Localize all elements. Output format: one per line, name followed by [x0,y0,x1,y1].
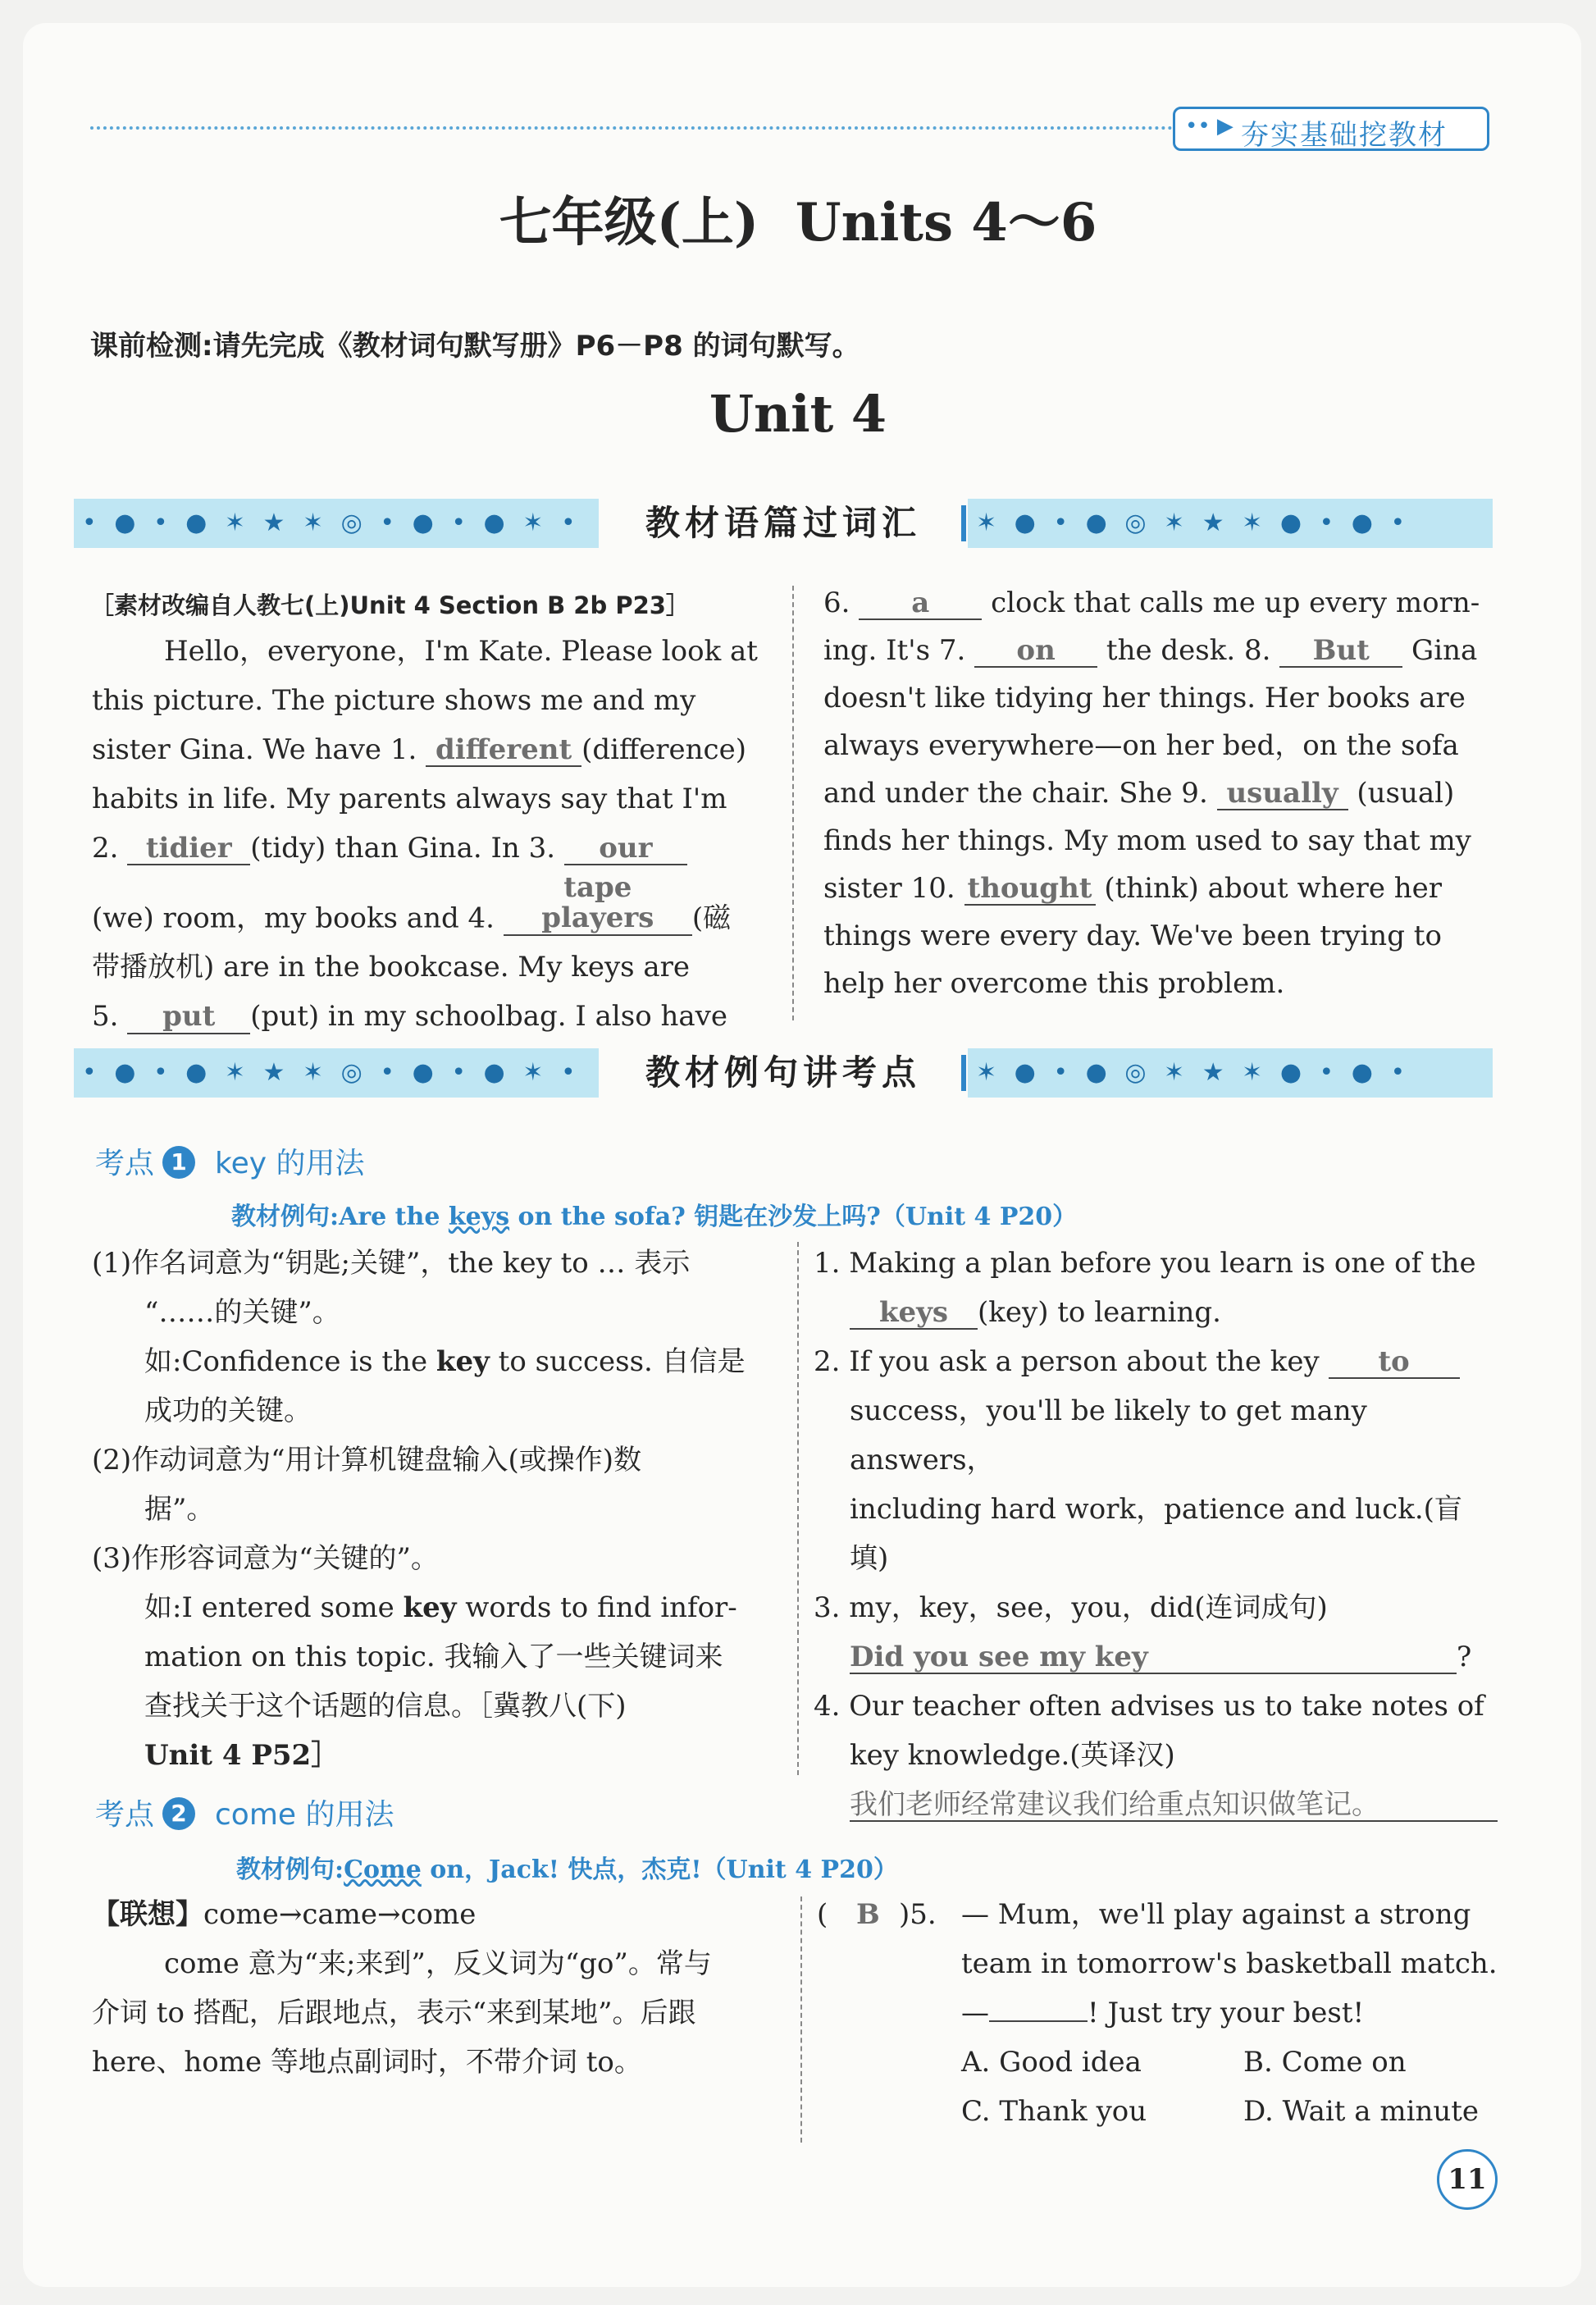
note-line: come 意为“来;来到”，反义词为“go”。常与 [164,1947,712,1980]
note-line: 成功的关键。 [144,1394,312,1427]
passage-line: 5. put (put) in my schoolbag. I also have [92,1000,727,1034]
answer-8: But [1279,636,1402,668]
exercise-line: key knowledge.(英译汉) [850,1739,1175,1772]
note-line: here、home 等地点副词时，不带介词 to。 [92,2046,642,2079]
kaodian-1-notes [92,1239,777,1780]
kaodian-number: 1 [162,1146,195,1179]
options-row [817,2038,1498,2087]
answer-3: our [564,833,687,865]
kaodian-1-example: 教材例句:Are the keys on the sofa? 钥匙在沙发上吗?（Unit 4 P20） [231,1203,1078,1231]
column-divider [800,1896,802,2143]
exercise-line: 4. Our teacher often advises us to take notes of [814,1690,1484,1723]
note-line: 据”。 [144,1493,215,1526]
note-line: 如:Confidence is the key to success. 自信是 [144,1345,746,1378]
passage-line: things were every day. We've been trying to [823,920,1442,952]
kaodian-number: 2 [162,1797,195,1830]
passage-line: (we) room，my books and 4. tape players (磁 [92,871,732,935]
kaodian-1-exercises [814,1239,1499,1829]
option-c[interactable]: C. Thank you [961,2095,1147,2128]
passage-line: and under the chair. She 9. usually (usual) [823,777,1455,810]
answer-4: tape players [504,873,692,936]
exercise-line: success，you'll be likely to get many answers， [850,1394,1367,1477]
passage-line: 2. tidier (tidy) than Gina. In 3. our [92,824,761,873]
banner-title: 教材语篇过词汇 [599,499,968,548]
note-line: Unit 4 P52］ [144,1739,340,1772]
note-line: 如:I entered some key words to find infor- [144,1591,737,1624]
column-divider [797,1242,799,1775]
header-badge-text: 夯实基础挖教材 [1241,119,1448,152]
answer-7: on [974,636,1097,668]
exercise-line: 1. Making a plan before you learn is one of the [814,1247,1476,1280]
decor-dots-left: • ● • ● ✶ ★ ✶ ◎ • ● • ● ✶ • [82,1058,581,1087]
source-note: ［素材改编自人教七(上)Unit 4 Section B 2b P23］ [90,591,690,619]
passage-line: doesn't like tidying her things. Her books are [823,682,1466,714]
exercise-1-answer: keys [850,1298,978,1330]
exercise-line [814,1780,1499,1829]
note-line: (1)作名词意为“钥匙;关键”，the key to … 表示 [92,1247,691,1280]
header-dotted-rule [90,126,1173,130]
page-number-text: 11 [1448,2163,1487,2196]
exercise-line: 3. my，key，see，you，did(连词成句) [814,1591,1328,1624]
exercise-line: ( B )5. — Mum，we'll play against a strong [817,1890,1498,1939]
section-banner-examples [74,1048,1493,1098]
header-badge [1173,107,1489,151]
passage-line: ing. It's 7. on the desk. 8. But Gina [823,634,1478,667]
note-line: (2)作动词意为“用计算机键盘输入(或操作)数 [92,1444,642,1477]
exercise-line: including hard work，patience and luck.(盲填) [850,1493,1462,1575]
arrow-icon: •• ▶ [1185,114,1233,139]
answer-2: tidier [127,833,250,865]
option-b[interactable]: B. Come on [1243,2046,1407,2079]
kaodian-2-heading: 考点 2 come 的用法 [95,1798,394,1832]
pretest-note: 课前检测:请先完成《教材词句默写册》P6－P8 的词句默写。 [90,330,860,363]
exercise-2-answer: to [1329,1347,1460,1379]
answer-9: usually [1217,778,1348,810]
page-title: 七年级(上) Units 4～6 [499,192,1097,253]
option-d[interactable]: D. Wait a minute [1243,2095,1480,2128]
passage-line: Hello，everyone，I'm Kate. Please look at [164,635,758,668]
answer-6: a [859,588,982,620]
exercise-5 [817,1890,1498,2136]
answer-1: different [426,735,581,767]
passage-line: sister 10. thought (think) about where her [823,872,1443,905]
exercise-line: 2. If you ask a person about the key to [814,1337,1499,1386]
divider [961,505,966,541]
unit-title: Unit 4 [709,384,887,444]
kaodian-2-notes [92,1890,781,2087]
options-row [817,2087,1498,2136]
exercise-line: keys (key) to learning. [814,1288,1499,1337]
exercise-5-answer: B [856,1898,880,1931]
option-a[interactable]: A. Good idea [961,2046,1142,2079]
section-banner-vocab [74,499,1493,548]
note-line: mation on this topic. 我输入了一些关键词来 [144,1641,723,1673]
kaodian-2-example: 教材例句:Come on，Jack! 快点，杰克!（Unit 4 P20） [236,1855,898,1884]
note-line: “……的关键”。 [144,1296,340,1329]
banner-title: 教材例句讲考点 [599,1048,968,1098]
decor-dots-left: • ● • ● ✶ ★ ✶ ◎ • ● • ● ✶ • [82,509,581,537]
passage-line: habits in life. My parents always say that I'm [92,783,727,815]
passage-line: help her overcome this problem. [823,967,1285,1000]
decor-dots-right: ✶ ● • ● ◎ ✶ ★ ✶ ● • ● • [976,509,1411,537]
note-line: 【联想】come→came→come [92,1898,477,1931]
kaodian-1-heading: 考点 1 key 的用法 [95,1147,365,1180]
exercise-3-answer: Did you see my key [850,1642,1457,1674]
passage-line: 6. a clock that calls me up every morn- [823,587,1480,619]
passage-line: always everywhere—on her bed，on the sofa [823,729,1459,762]
answer-10: thought [964,874,1096,906]
note-line: 查找关于这个话题的信息。［冀教八(下) [144,1690,627,1723]
column-divider [792,586,794,1020]
page-number [1437,2149,1498,2210]
passage-line: finds her things. My mom used to say that my [823,824,1471,857]
passage-right [823,579,1496,1007]
passage-line: 带播放机) are in the bookcase. My keys are [92,951,691,984]
passage-line: sister Gina. We have 1. different (difference) [92,733,746,766]
divider [961,1055,966,1091]
exercise-line: team in tomorrow's basketball match. [961,1947,1498,1980]
passage-line: this picture. The picture shows me and my [92,684,696,717]
exercise-line: Did you see my key ? [850,1641,1472,1673]
exercise-4-answer: 我们老师经常建议我们给重点知识做笔记。 [850,1790,1498,1822]
answer-5: put [127,1002,250,1034]
passage-left [92,627,761,1041]
exercise-line: — ! Just try your best! [961,1997,1365,2029]
note-line: (3)作形容词意为“关键的”。 [92,1542,439,1575]
decor-dots-right: ✶ ● • ● ◎ ✶ ★ ✶ ● • ● • [976,1058,1411,1087]
note-line: 介词 to 搭配，后跟地点，表示“来到某地”。后跟 [92,1997,696,2029]
